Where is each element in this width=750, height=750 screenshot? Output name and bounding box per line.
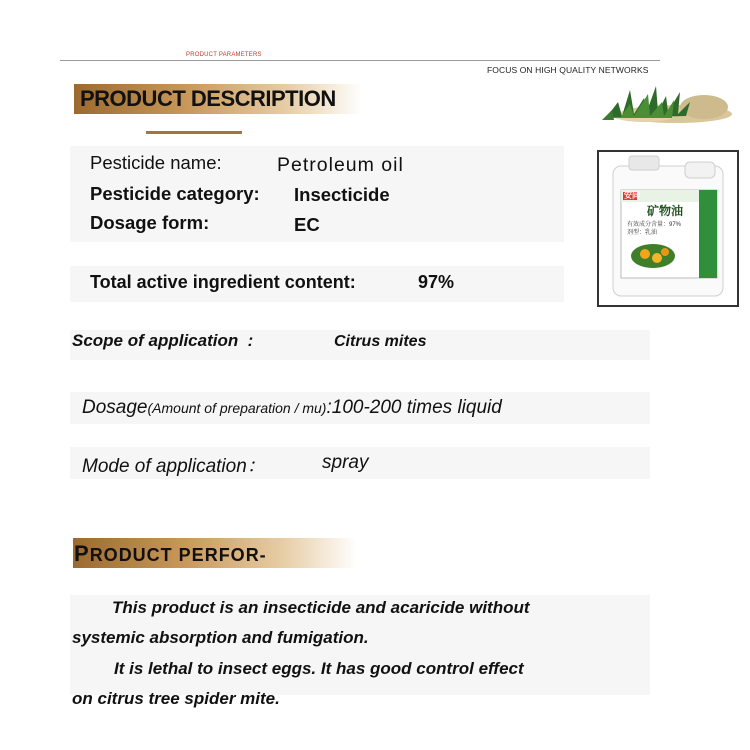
- product-content-text: 有效成分含量：97%: [627, 222, 682, 228]
- product-parameters-label: PRODUCT PARAMETERS: [186, 52, 262, 58]
- description-title: PRODUCT DESCRIPTION: [80, 86, 336, 111]
- dosage-sub-label: (Amount of preparation / mu): [147, 400, 327, 416]
- pesticide-name-value: Petroleum oil: [277, 154, 404, 176]
- active-content-value: 97%: [418, 272, 455, 292]
- mode-label: Mode of application：: [82, 456, 266, 477]
- dosage-label: Dosage: [82, 397, 148, 418]
- product-form-text: 剂型：乳油: [627, 230, 658, 236]
- product-cn-name: 矿物油: [647, 204, 684, 218]
- dosage-form-label: Dosage form:: [90, 212, 210, 233]
- pesticide-name-label: Pesticide name:: [90, 152, 222, 173]
- pesticide-category-label: Pesticide category:: [90, 183, 260, 204]
- performance-line-3: It is lethal to insect eggs. It has good control effect: [114, 659, 524, 678]
- product-bottle-icon: [599, 152, 737, 305]
- performance-title-rest: RODUCT PERFOR-: [89, 545, 267, 565]
- performance-line-1: This product is an insecticide and acaricide without: [112, 598, 530, 617]
- product-image: [597, 150, 739, 307]
- scope-label: Scope of application :: [72, 331, 254, 350]
- performance-line-2: systemic absorption and fumigation.: [72, 628, 369, 647]
- grass-rock-decoration: [600, 80, 734, 124]
- dosage-value: :100-200 times liquid: [326, 397, 502, 418]
- dosage-line: [82, 397, 502, 419]
- dosage-form-value: EC: [294, 214, 320, 235]
- header-divider: [60, 60, 660, 61]
- title-underline: [146, 131, 242, 134]
- pesticide-category-value: Insecticide: [294, 184, 390, 205]
- product-brand: 安同: [624, 191, 640, 200]
- header-tagline: FOCUS ON HIGH QUALITY NETWORKS: [487, 65, 649, 75]
- scope-value: Citrus mites: [334, 333, 427, 350]
- active-content-label: Total active ingredient content:: [90, 272, 356, 292]
- performance-title: [74, 541, 267, 567]
- mode-value: spray: [322, 452, 369, 473]
- performance-title-initial: P: [74, 541, 90, 566]
- performance-line-4: on citrus tree spider mite.: [72, 689, 280, 708]
